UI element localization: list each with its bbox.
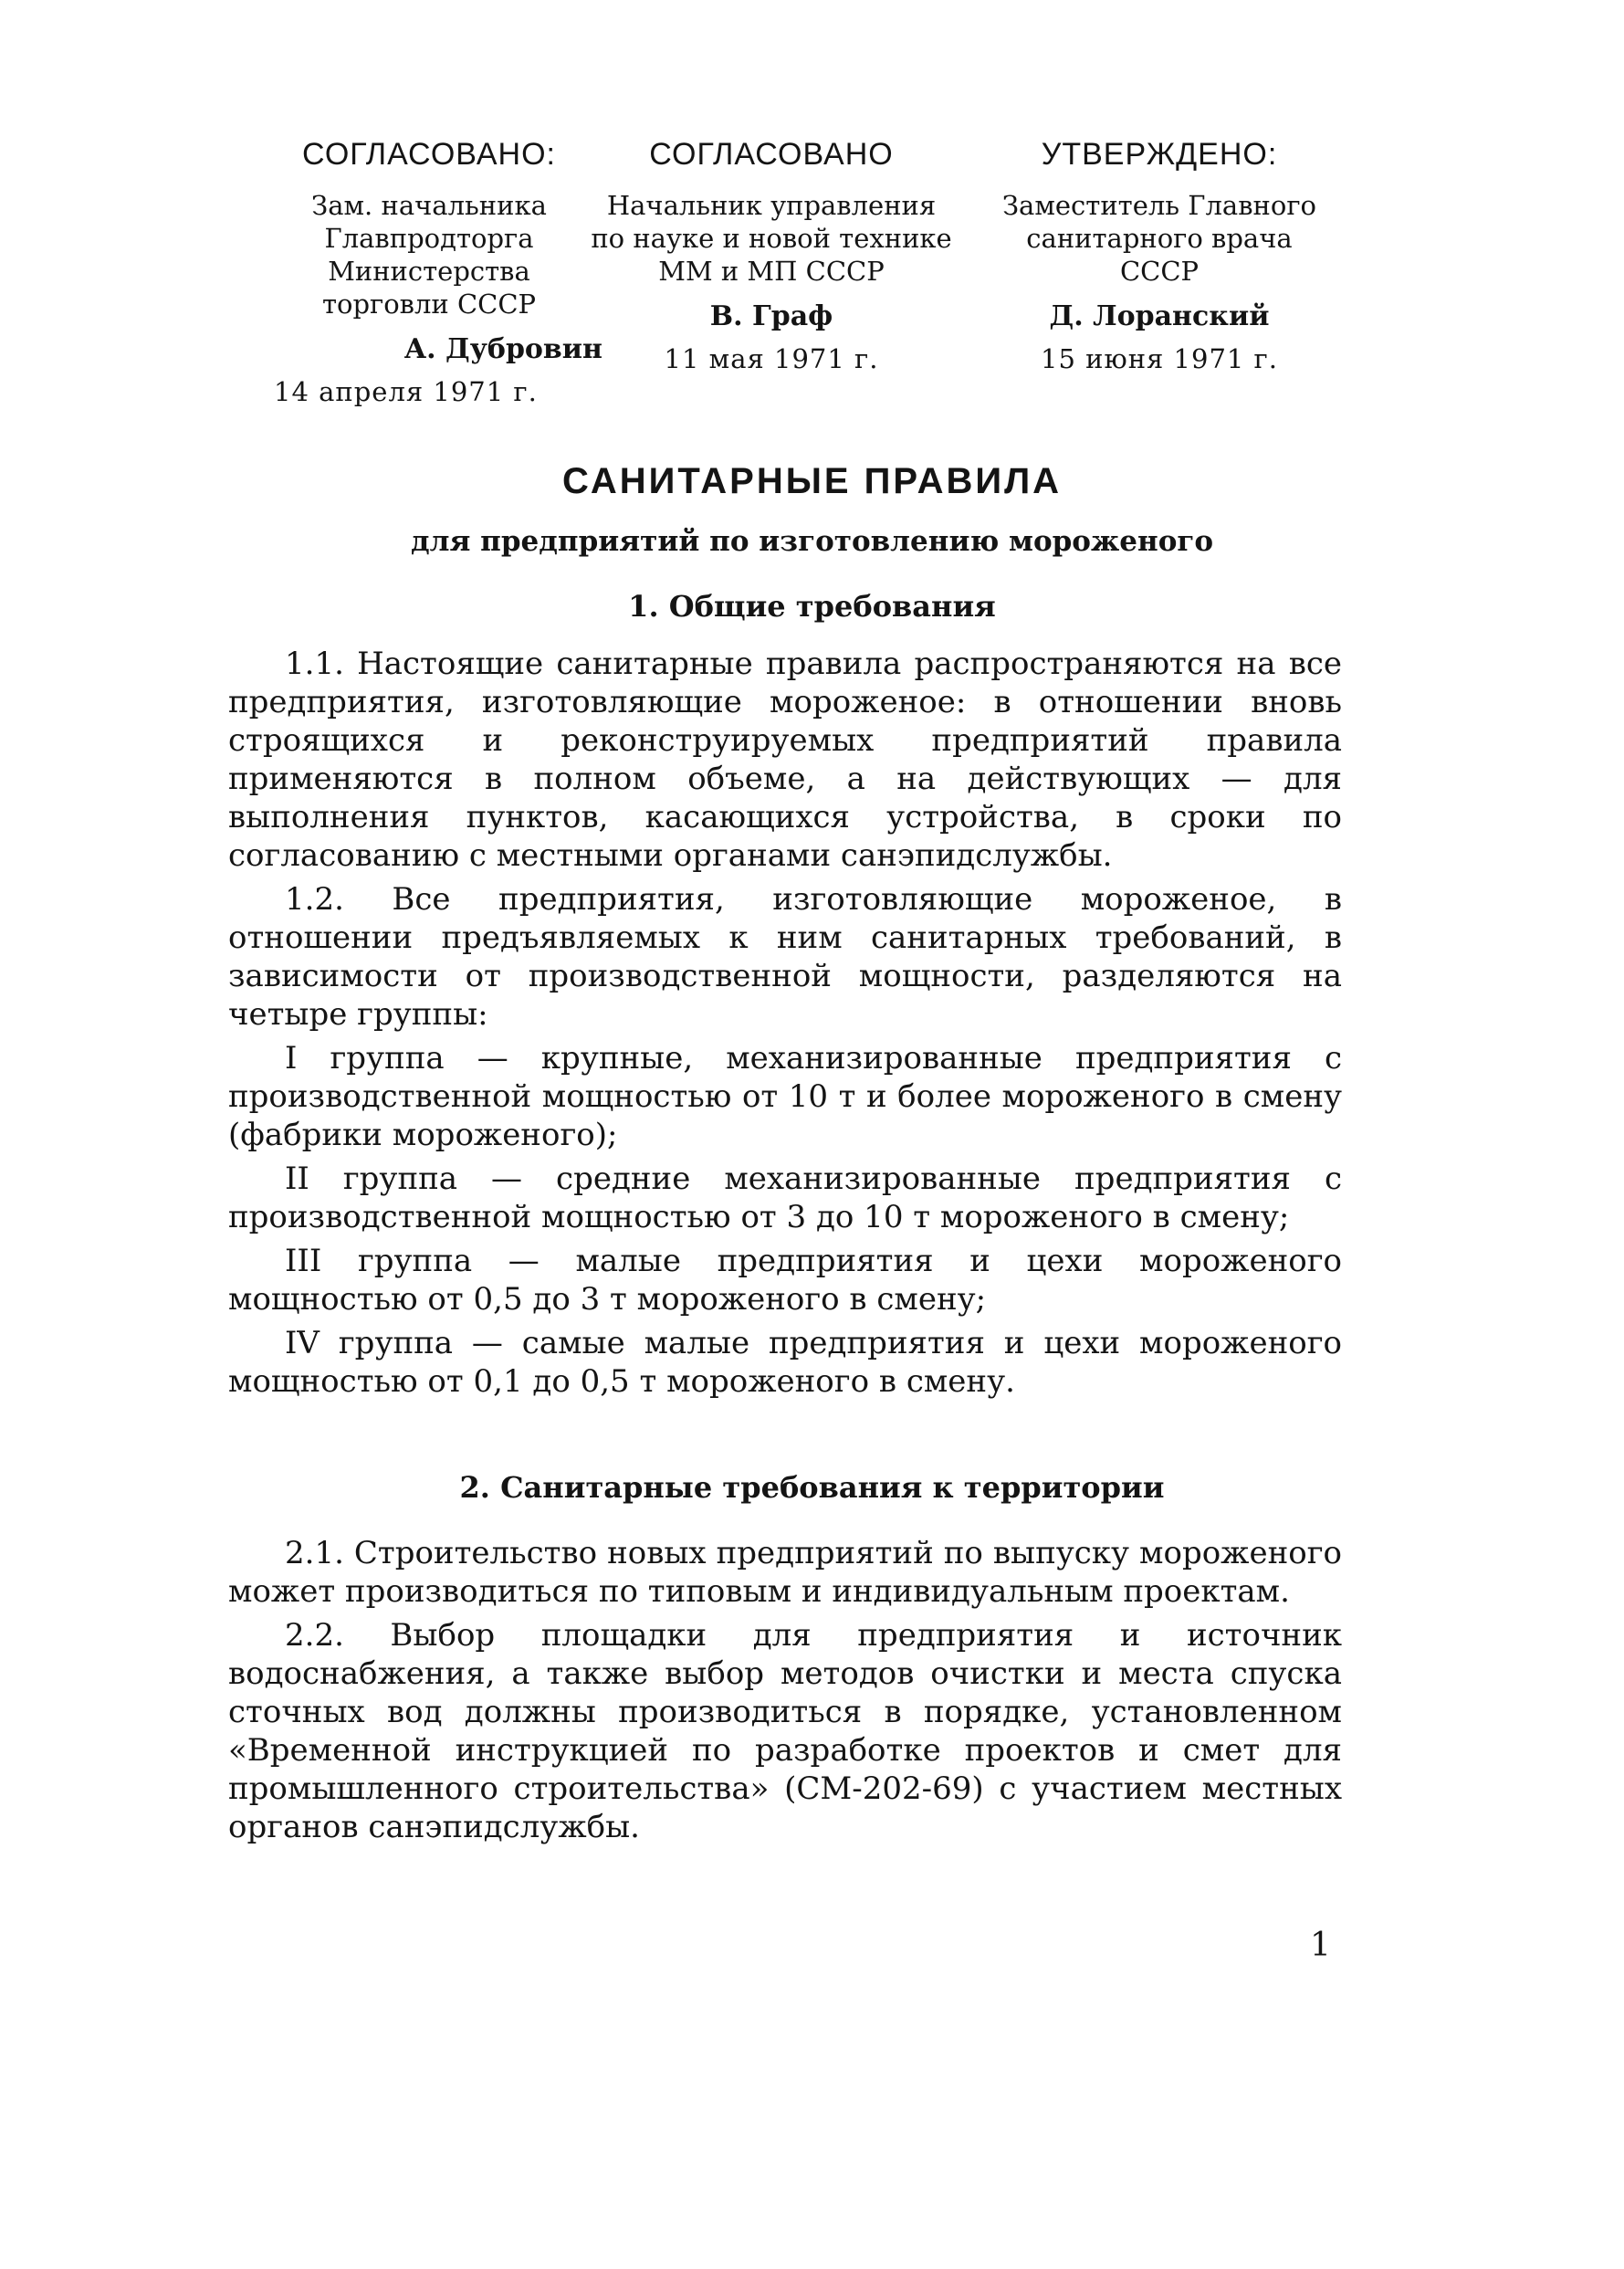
approval-line: Заместитель Главного bbox=[1001, 190, 1316, 221]
section-body bbox=[228, 645, 1342, 1406]
paragraph: 1.2. Все предприятия, изготовляющие мороженое, в отношении предъявляемых к ним санитарных требований, в зависимости от производственной мощности, разделяются на четыре группы: bbox=[228, 881, 1342, 1033]
paragraph: II группа — средние механизированные предприятия с производственной мощностью от 3 до 10 т мороженого в смену; bbox=[228, 1161, 1342, 1235]
approval-date: 14 апреля 1971 г. bbox=[274, 376, 538, 407]
approval-line: Министерства bbox=[328, 256, 530, 287]
approval-line: Главпродторга bbox=[324, 223, 534, 254]
approval-line: ММ и МП СССР bbox=[658, 256, 885, 287]
approval-line: санитарного врача bbox=[1026, 223, 1293, 254]
approval-line: по науке и новой технике bbox=[591, 223, 952, 254]
approval-column-3 bbox=[968, 137, 1351, 374]
approval-signer: А. Дубровин bbox=[403, 333, 602, 365]
approval-block bbox=[0, 137, 1624, 429]
paragraph: I группа — крупные, механизированные предприятия с производственной мощностью от 10 т и более мороженого в смену (фабрики мороженого); bbox=[228, 1040, 1342, 1153]
approval-heading: УТВЕРЖДЕНО: bbox=[1041, 137, 1278, 172]
document-subtitle: для предприятий по изготовлению мороженого bbox=[410, 525, 1214, 558]
approval-date: 11 мая 1971 г. bbox=[664, 343, 879, 374]
page-number: 1 bbox=[1310, 1927, 1331, 1964]
approval-line: Зам. начальника bbox=[311, 190, 547, 221]
section-heading: 1. Общие требования bbox=[628, 589, 996, 624]
approval-line: СССР bbox=[1119, 256, 1200, 287]
approval-line: Начальник управления bbox=[606, 190, 937, 221]
approval-line: торговли СССР bbox=[321, 289, 537, 320]
paragraph: 2.1. Строительство новых предприятий по выпуску мороженого может производиться по типовым и индивидуальным проектам. bbox=[228, 1535, 1342, 1610]
approval-column-2 bbox=[584, 137, 959, 374]
approval-column-1 bbox=[265, 137, 602, 407]
approval-signer: В. Граф bbox=[709, 300, 833, 332]
approval-date: 15 июня 1971 г. bbox=[1041, 343, 1278, 374]
approval-signer: Д. Лоранский bbox=[1049, 300, 1270, 332]
paragraph: 2.2. Выбор площадки для предприятия и источник водоснабжения, а также выбор методов очистки и места спуска сточных вод должны производиться в порядке, установленном «Временной инструкцией по разработке проектов и смет для промышленного строительства» (СМ-202-69) с участием местных органов санэпидслужбы. bbox=[228, 1617, 1342, 1845]
paragraph: 1.1. Настоящие санитарные правила распространяются на все предприятия, изготовляющие мороженое: в отношении вновь строящихся и реконструируемых предприятий правила применяются в полном объеме, а на действующих — для выполнения пунктов, касающихся устройства, в сроки по согласованию с местными органами санэпидслужбы. bbox=[228, 646, 1342, 874]
paragraph: IV группа — самые малые предприятия и цехи мороженого мощностью от 0,1 до 0,5 т мороженого в смену. bbox=[228, 1325, 1342, 1400]
section-heading: 2. Санитарные требования к территории bbox=[459, 1470, 1165, 1505]
section-body bbox=[228, 1534, 1342, 1852]
approval-heading: СОГЛАСОВАНО: bbox=[302, 137, 556, 172]
approval-heading: СОГЛАСОВАНО bbox=[649, 137, 894, 172]
paragraph: III группа — малые предприятия и цехи мороженого мощностью от 0,5 до 3 т мороженого в смену; bbox=[228, 1243, 1342, 1318]
document-title: САНИТАРНЫЕ ПРАВИЛА bbox=[561, 461, 1063, 501]
